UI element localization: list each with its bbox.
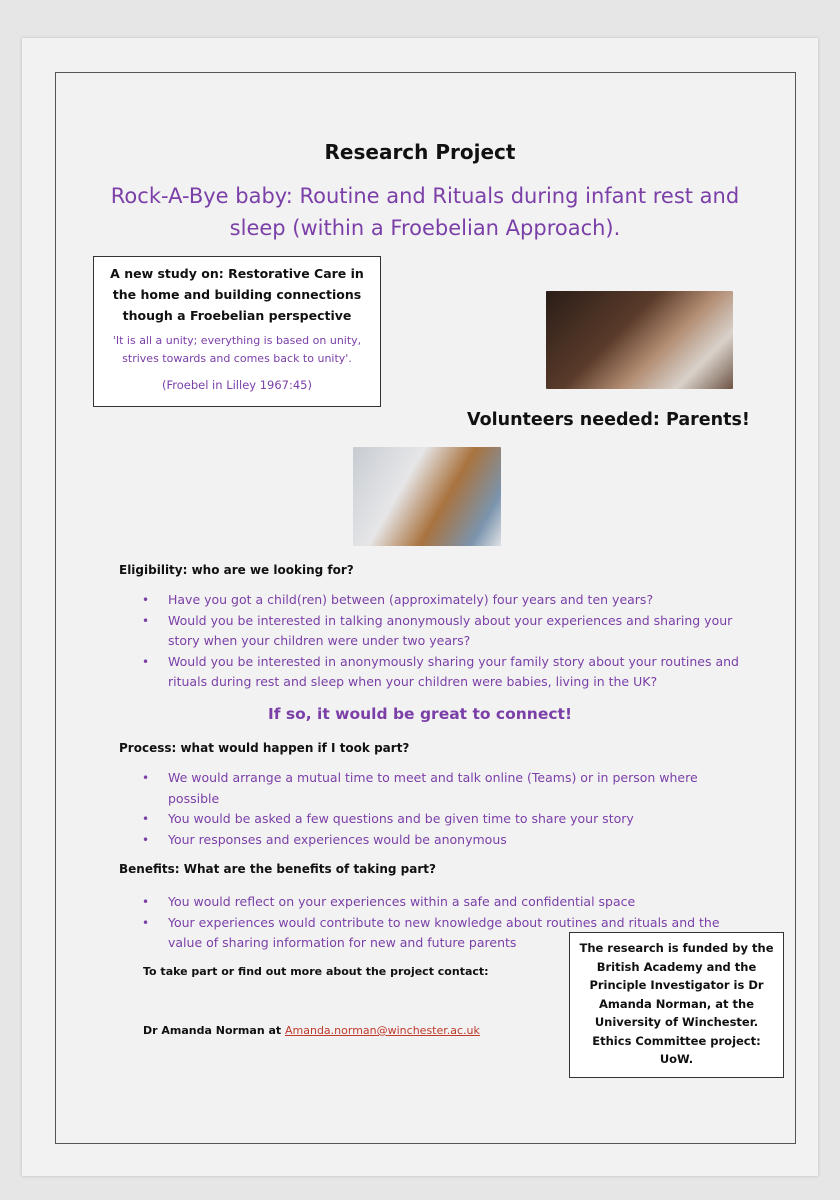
sleeping-baby-with-teddy-photo	[353, 447, 501, 546]
contact-intro: To take part or find out more about the project contact:	[143, 965, 489, 978]
list-item: • You would reflect on your experiences within a safe and confidential space	[168, 892, 738, 913]
parent-holding-sleeping-child-photo	[546, 291, 733, 389]
contact-email-link[interactable]: Amanda.norman@winchester.ac.uk	[285, 1024, 480, 1037]
eligibility-list	[168, 590, 748, 693]
quote-citation: (Froebel in Lilley 1967:45)	[161, 378, 312, 392]
contact-name: Dr Amanda Norman at	[143, 1024, 282, 1037]
list-item: • We would arrange a mutual time to meet and talk online (Teams) or in person where possible	[168, 768, 728, 809]
list-item: • Your experiences would contribute to new knowledge about routines and rituals and the value of sharing information for new and future parents	[168, 913, 738, 954]
contact-line	[143, 1024, 480, 1037]
funding-info-box: The research is funded by the British Academy and the Principle Investigator is Dr Amanda Norman, at the University of Winchester. Ethics Committee project: UoW.	[569, 932, 784, 1078]
page-title: Research Project	[324, 140, 516, 164]
study-info-box	[93, 256, 381, 407]
volunteers-needed: Volunteers needed: Parents!	[467, 410, 750, 430]
connect-callout: If so, it would be great to connect!	[267, 705, 573, 723]
list-item: • Have you got a child(ren) between (approximately) four years and ten years?	[168, 590, 748, 611]
list-item: • You would be asked a few questions and be given time to share your story	[168, 809, 728, 830]
process-list	[168, 768, 728, 850]
eligibility-heading: Eligibility: who are we looking for?	[119, 563, 354, 577]
list-item: • Would you be interested in anonymously sharing your family story about your routines and rituals during rest and sleep when your children were babies, living in the UK?	[168, 652, 748, 693]
list-item: • Your responses and experiences would be anonymous	[168, 830, 728, 851]
study-heading: A new study on: Restorative Care in the home and building connections though a Froebelian perspective	[110, 266, 364, 323]
froebel-quote: 'It is all a unity; everything is based on unity, strives towards and comes back to unity'.	[112, 334, 362, 365]
project-subtitle: Rock-A-Bye baby: Routine and Rituals during infant rest and sleep (within a Froebelian Approach).	[110, 184, 740, 240]
process-heading: Process: what would happen if I took part?	[119, 741, 410, 755]
benefits-heading: Benefits: What are the benefits of taking part?	[119, 862, 436, 876]
list-item: • Would you be interested in talking anonymously about your experiences and sharing your story when your children were under two years?	[168, 611, 748, 652]
